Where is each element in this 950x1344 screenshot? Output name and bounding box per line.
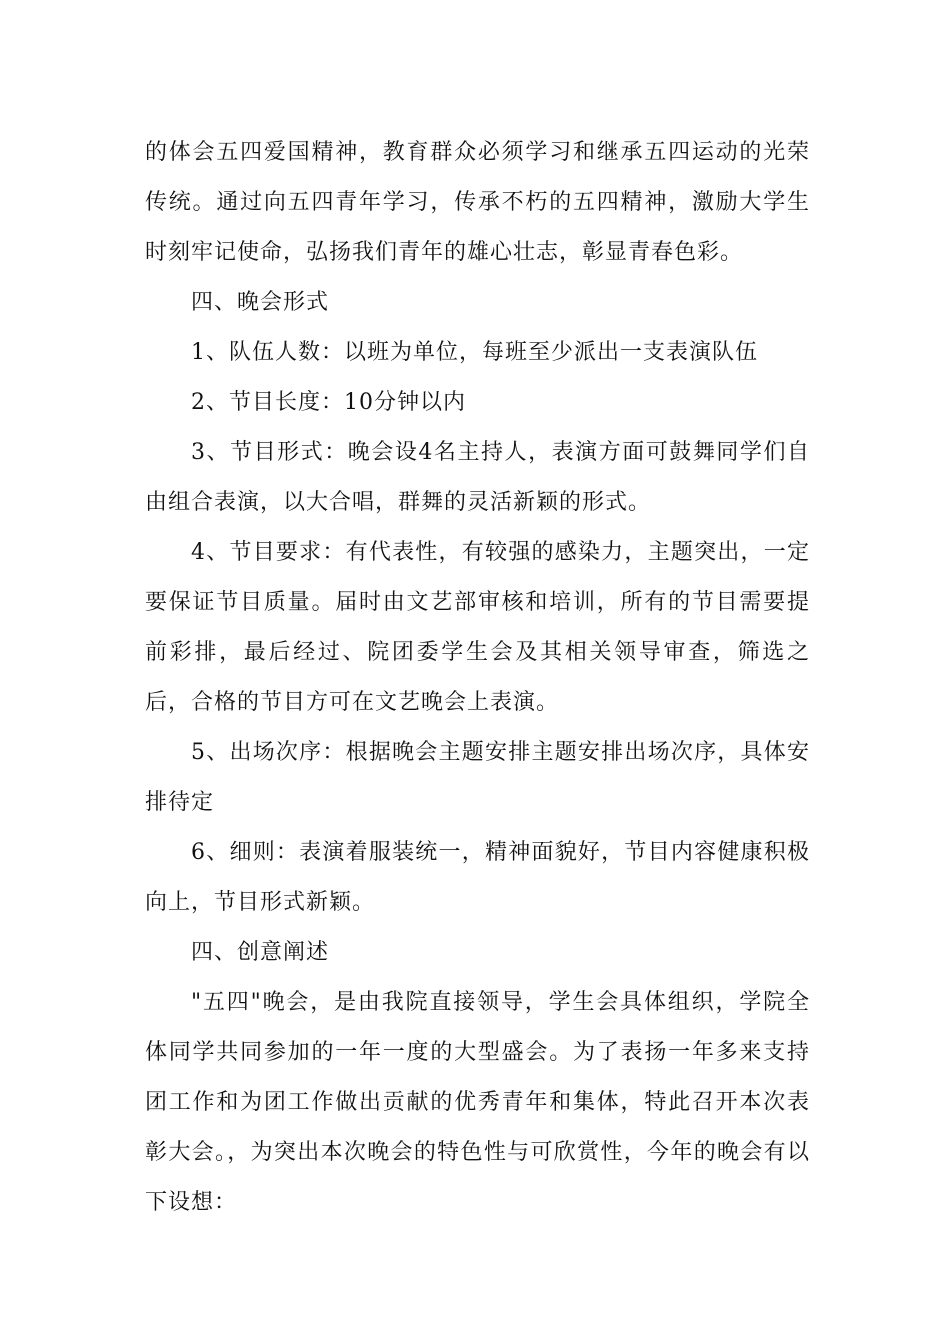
paragraph-continuation: 的体会五四爱国精神，教育群众必须学习和继承五四运动的光荣传统。通过向五四青年学习，传承不朽的五四精神，激励大学生时刻牢记使命，弘扬我们青年的雄心壮志，彰显青春色彩。 bbox=[145, 140, 810, 265]
document-body bbox=[145, 128, 810, 1228]
list-item-appearance-order: 5、出场次序：根据晚会主题安排主题安排出场次序，具体安排待定 bbox=[145, 740, 810, 815]
paragraph-creative-statement: "五四"晚会，是由我院直接领导，学生会具体组织，学院全体同学共同参加的一年一度的大型盛会。为了表扬一年多来支持团工作和为团工作做出贡献的优秀青年和集体，特此召开本次表彰大会。，为突出本次晚会的特色性与可欣赏性，今年的晚会有以下设想： bbox=[145, 990, 810, 1215]
list-item-program-requirements: 4、节目要求：有代表性，有较强的感染力，主题突出，一定要保证节目质量。届时由文艺部审核和培训，所有的节目需要提前彩排，最后经过、院团委学生会及其相关领导审查，筛选之后，合格的节目方可在文艺晚会上表演。 bbox=[145, 540, 810, 715]
list-item-rules: 6、细则：表演着服装统一，精神面貌好，节目内容健康积极向上，节目形式新颖。 bbox=[145, 840, 810, 915]
list-item-program-form: 3、节目形式：晚会设4名主持人，表演方面可鼓舞同学们自由组合表演，以大合唱，群舞的灵活新颖的形式。 bbox=[145, 440, 810, 515]
list-item-team-size: 1、队伍人数：以班为单位，每班至少派出一支表演队伍 bbox=[191, 340, 758, 365]
section-heading-creative-statement: 四、创意阐述 bbox=[191, 940, 330, 965]
list-item-program-length: 2、节目长度：10分钟以内 bbox=[191, 390, 466, 415]
section-heading-evening-format: 四、晚会形式 bbox=[191, 290, 330, 315]
